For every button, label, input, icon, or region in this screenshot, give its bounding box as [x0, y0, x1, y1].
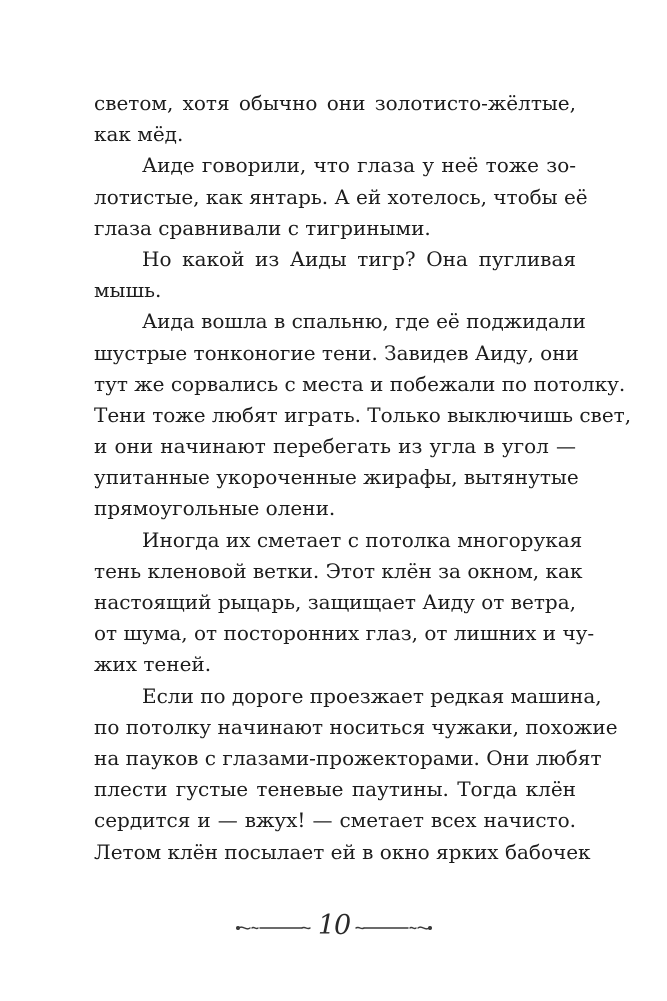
- text-line: прямоугольные олени.: [94, 496, 336, 521]
- text-line: на пауков с глазами-прожекторами. Они любят: [94, 745, 602, 770]
- text-line: Тени тоже любят играть. Только выключишь свет,: [94, 402, 632, 427]
- text-line: сердится и — вжух! — сметает всех начисто.: [94, 808, 576, 833]
- text-line: от шума, от посторонних глаз, от лишних и чу-: [94, 621, 595, 646]
- text-line: шустрые тонконогие тени. Завидев Аиду, они: [94, 340, 579, 365]
- text-line: по потолку начинают носиться чужаки, похожие: [94, 714, 618, 739]
- page-number: 10: [317, 910, 351, 941]
- text-line: упитанные укороченные жирафы, вытянутые: [94, 465, 579, 490]
- text-line: Летом клён посылает ей в окно ярких бабочек: [94, 839, 591, 864]
- text-line: мышь.: [94, 278, 162, 303]
- text-line: Аида вошла в спальню, где её поджидали: [142, 309, 586, 334]
- body-text: [94, 88, 632, 868]
- text-line: плести густые теневые паутины. Тогда клён: [94, 777, 576, 802]
- text-line: Если по дороге проезжает редкая машина,: [142, 683, 602, 708]
- text-line: лотистые, как янтарь. А ей хотелось, чтобы её: [94, 184, 588, 209]
- text-line: Но какой из Аиды тигр? Она пугливая: [142, 246, 576, 271]
- text-line: тут же сорвались с места и побежали по потолку.: [94, 371, 626, 396]
- page-footer: [0, 904, 667, 954]
- text-line: настоящий рыцарь, защищает Аиду от ветра,: [94, 590, 576, 614]
- text-line: Аиде говорили, что глаза у неё тоже зо-: [142, 153, 576, 178]
- text-line: глаза сравнивали с тигриными.: [94, 215, 431, 240]
- text-line: как мёд.: [94, 122, 184, 147]
- text-line: Иногда их сметает с потолка многорукая: [142, 527, 583, 552]
- text-line: светом, хотя обычно они золотисто-жёлтые,: [94, 91, 576, 115]
- text-line: тень кленовой ветки. Этот клён за окном, как: [94, 558, 583, 583]
- text-line: и они начинают перебегать из угла в угол —: [94, 434, 576, 459]
- text-line: жих теней.: [94, 652, 212, 677]
